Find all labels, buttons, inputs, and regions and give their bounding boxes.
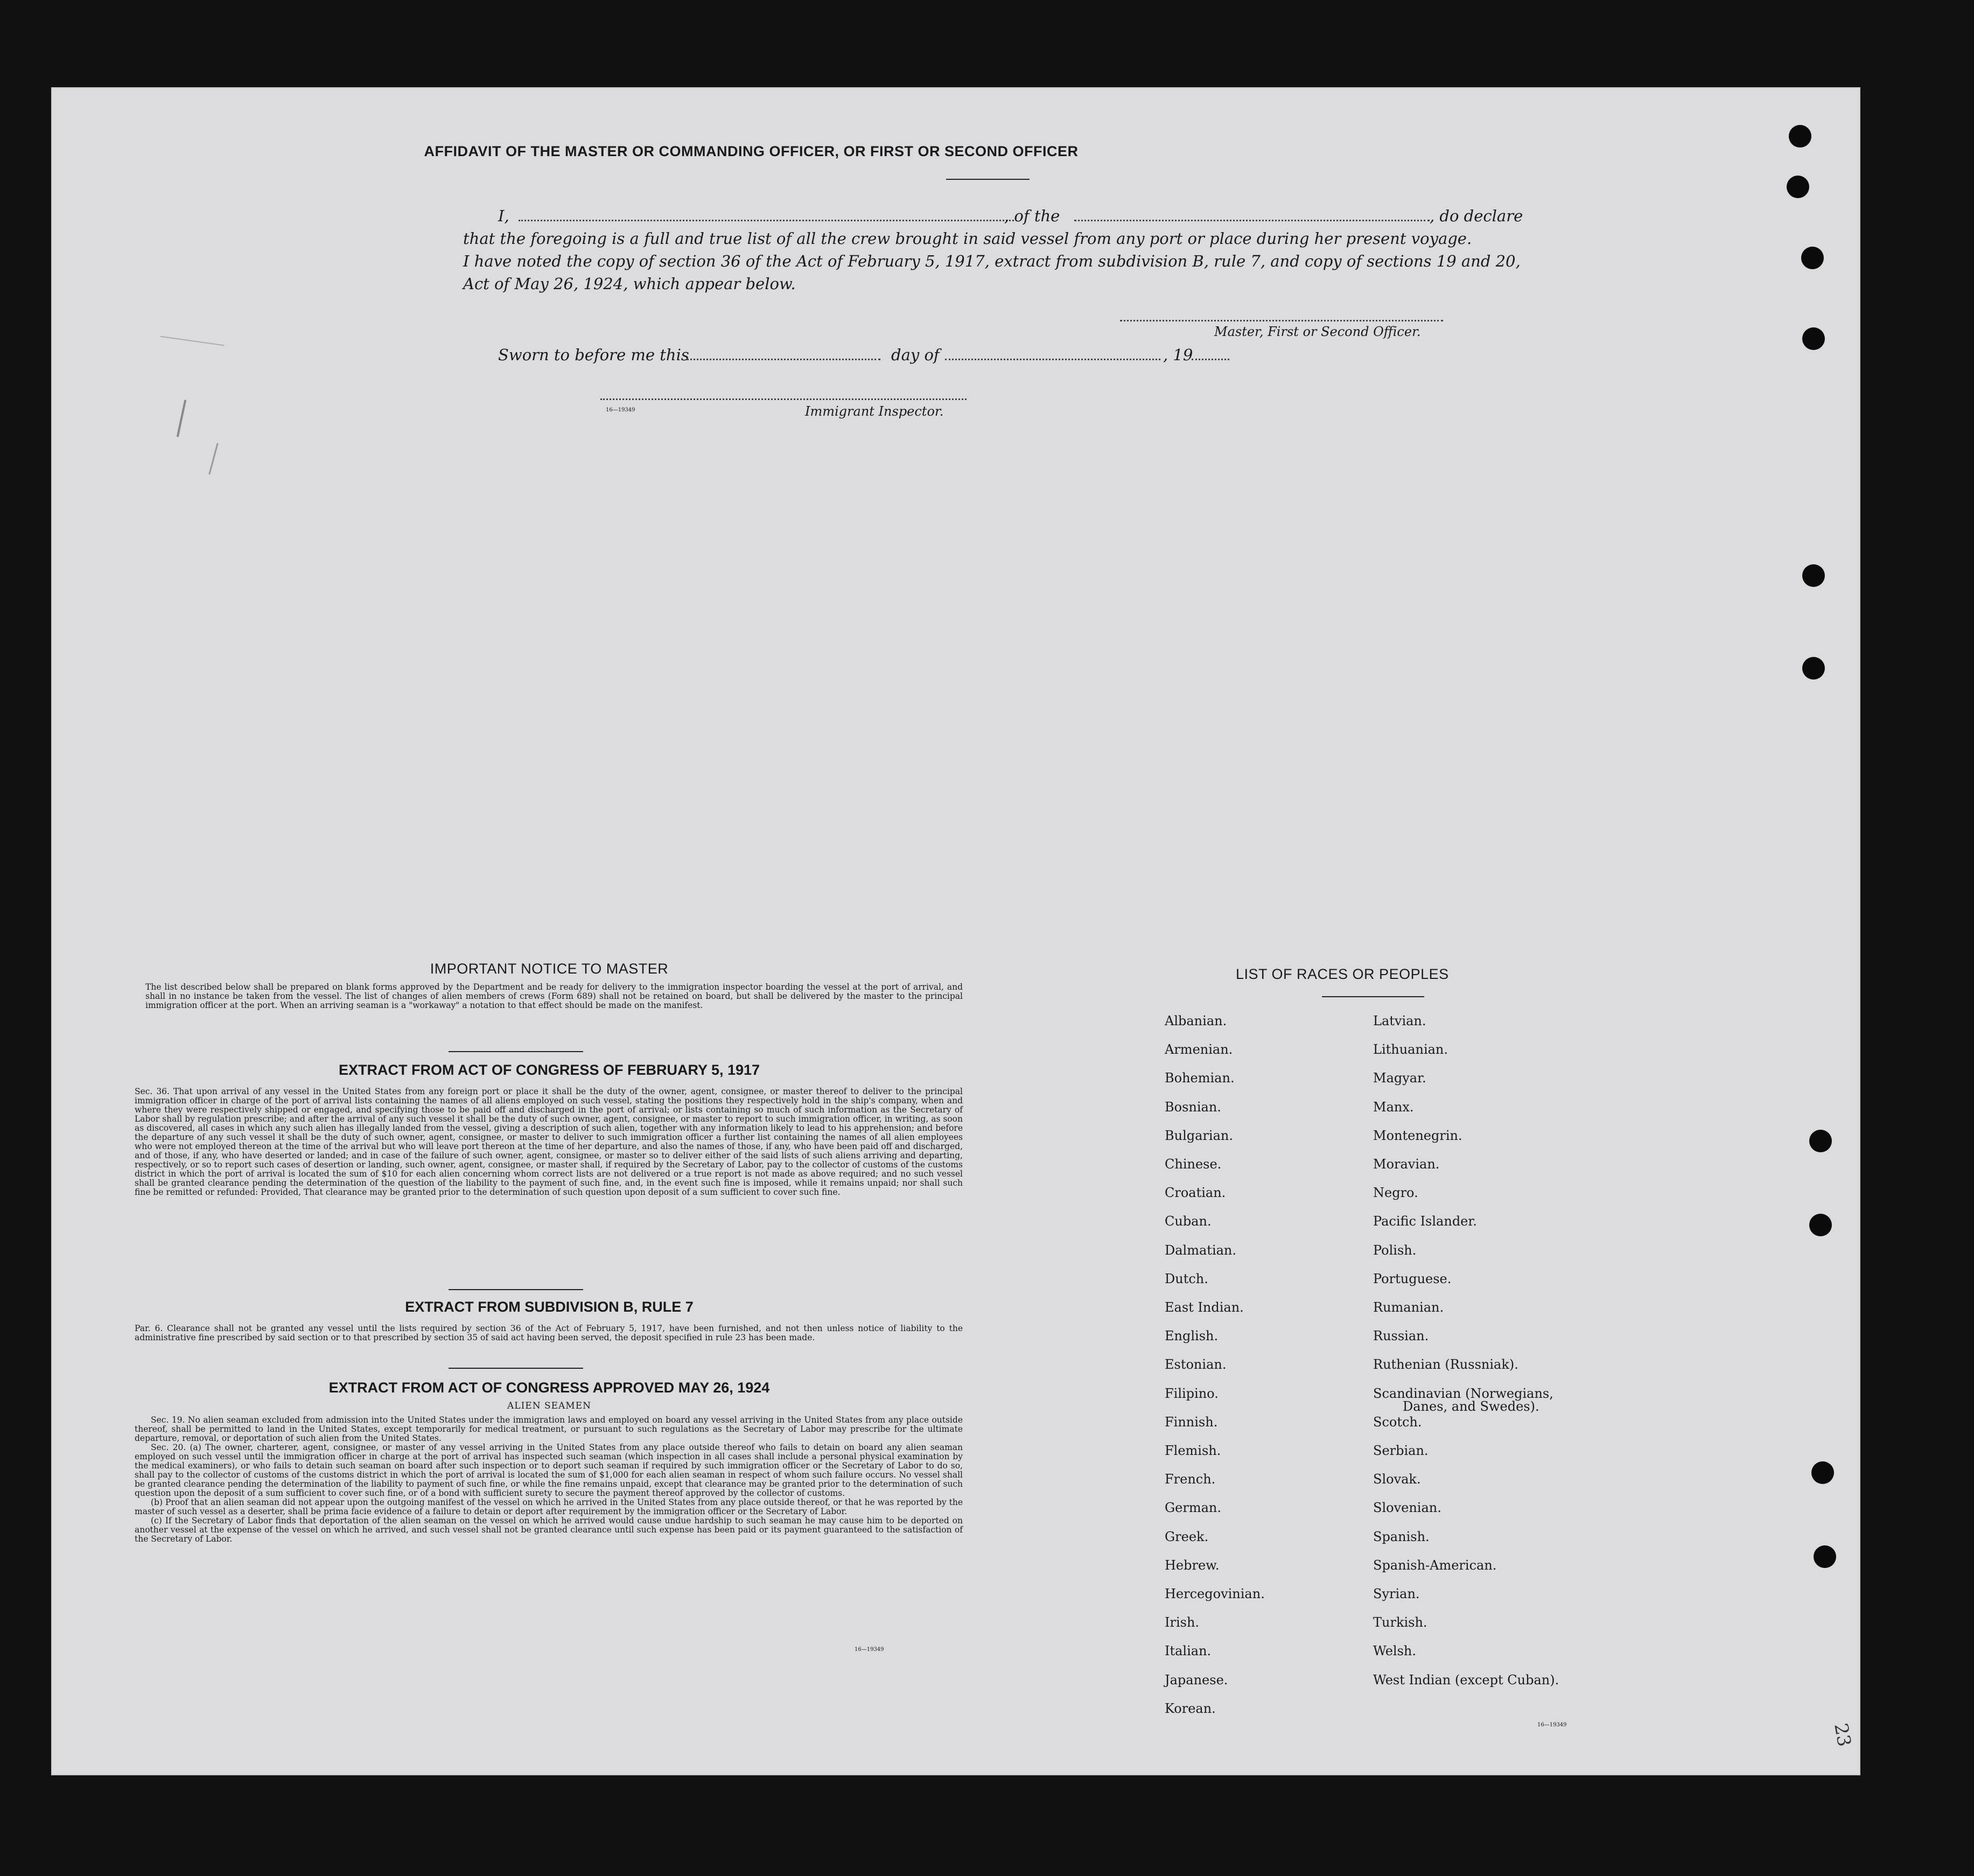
race-item: Greek.: [1165, 1529, 1209, 1544]
race-item: Latvian.: [1373, 1013, 1426, 1028]
stamp-mark: [158, 336, 224, 362]
sec-20b-text: (b) Proof that an alien seaman did not appear upon the outgoing manifest of the vessel on which he arrived in the United States from any place outside thereof, or that he was reported by the master of such vessel as a deserter, shall be prima facie evidence of a failure to detain or deport after requirement by the immigration officer or the Secretary of Labor.: [135, 1497, 963, 1516]
punch-hole: [1802, 657, 1825, 680]
punch-hole: [1789, 125, 1811, 148]
pencil-mark: [177, 400, 186, 437]
affidavit-line-2: that the foregoing is a full and true list of all the crew brought in said vessel from any port or place during her present voyage.: [463, 229, 1472, 248]
race-item: Bosnian.: [1165, 1099, 1221, 1115]
extract-1924-subtitle: ALIEN SEAMEN: [507, 1401, 591, 1411]
race-item: German.: [1165, 1500, 1221, 1516]
race-item: Dalmatian.: [1165, 1242, 1237, 1258]
extract-1917-section: [129, 1062, 969, 1197]
race-item: Ruthenian (Russniak).: [1373, 1357, 1518, 1373]
race-item: Spanish-American.: [1373, 1557, 1497, 1573]
race-item: Finnish.: [1165, 1414, 1218, 1430]
race-item: Flemish.: [1165, 1443, 1221, 1458]
race-item: Syrian.: [1373, 1586, 1420, 1601]
race-item: Slovenian.: [1373, 1500, 1441, 1516]
race-item: Korean.: [1165, 1700, 1216, 1716]
pencil-mark: [208, 443, 218, 475]
race-item: Russian.: [1373, 1328, 1429, 1344]
race-item: Serbian.: [1373, 1443, 1429, 1458]
race-item: Moravian.: [1373, 1157, 1440, 1172]
signature-label: Master, First or Second Officer.: [1214, 324, 1421, 339]
race-item: Scandinavian (Norwegians,: [1373, 1385, 1553, 1401]
form-sheet: [51, 87, 1860, 1775]
race-item: Italian.: [1165, 1643, 1212, 1659]
year-line[interactable]: [1192, 359, 1229, 360]
race-item: Negro.: [1373, 1185, 1418, 1201]
race-item: French.: [1165, 1472, 1216, 1487]
race-item: Slovak.: [1373, 1472, 1421, 1487]
punch-hole: [1809, 1214, 1832, 1236]
race-item: East Indian.: [1165, 1300, 1244, 1315]
notice-section: [129, 961, 969, 1010]
extract-rule7-rule: [449, 1368, 583, 1369]
race-item: Bohemian.: [1165, 1070, 1235, 1086]
race-item: Bulgarian.: [1165, 1128, 1233, 1143]
year-label: , 19: [1163, 346, 1193, 364]
name-line[interactable]: [519, 220, 1014, 221]
race-item: Pacific Islander.: [1373, 1214, 1477, 1229]
race-item: Chinese.: [1165, 1157, 1222, 1172]
race-item: Montenegrin.: [1373, 1128, 1462, 1143]
extract-1917-title: EXTRACT FROM ACT OF CONGRESS OF FEBRUARY 5, 1917: [338, 1062, 760, 1078]
race-item: Lithuanian.: [1373, 1042, 1448, 1058]
races-title: LIST OF RACES OR PEOPLES: [1236, 966, 1449, 982]
race-item: Manx.: [1373, 1099, 1414, 1115]
affidavit-title: AFFIDAVIT OF THE MASTER OR COMMANDING OFFICER, OR FIRST OR SECOND OFFICER: [424, 143, 1079, 159]
punch-hole: [1809, 1130, 1832, 1152]
extract-1924-title: EXTRACT FROM ACT OF CONGRESS APPROVED MAY 26, 1924: [328, 1380, 770, 1396]
signature-line[interactable]: [1120, 320, 1443, 321]
notice-rule: [449, 1051, 583, 1052]
sec-19-text: Sec. 19. No alien seaman excluded from admission into the United States under the immigration laws and employed on board any vessel arriving in the United States from any place outside thereof, shall be permitted to land in the United States, except temporarily for medical treatment, or pursuant to such regulations as the Secretary of Labor may prescribe for the ultimate departure, removal, or deportation of such alien from the United States.: [135, 1415, 963, 1443]
races-form-number: 16—19349: [1537, 1722, 1567, 1728]
punch-hole: [1814, 1545, 1836, 1568]
inspector-label: Immigrant Inspector.: [805, 404, 944, 419]
race-item: Rumanian.: [1373, 1300, 1444, 1315]
affidavit-form-number: 16—19349: [606, 407, 635, 413]
extract-rule7-text: Par. 6. Clearance shall not be granted any vessel until the lists required by section 36 of the Act of February 5, 1917, have been furnished, and not then unless notice of liability to the administrative fine prescribed by said section or to that prescribed by section 35 of said act having been served, the deposit specified in rule 23 has been made.: [135, 1324, 963, 1342]
race-item: Croatian.: [1165, 1185, 1226, 1201]
title-rule: [946, 179, 1030, 180]
punch-hole: [1802, 327, 1825, 350]
race-item: Welsh.: [1373, 1643, 1416, 1659]
extract-1924-section: [129, 1380, 969, 1544]
race-item: Magyar.: [1373, 1070, 1426, 1086]
extract-1917-rule: [449, 1289, 583, 1290]
affidavit-do-declare: , do declare: [1430, 207, 1523, 225]
affidavit-line-3: I have noted the copy of section 36 of the Act of February 5, 1917, extract from subdivision B, rule 7, and copy of sections 19 and 20,: [463, 252, 1521, 270]
extract-rule7-title: EXTRACT FROM SUBDIVISION B, RULE 7: [405, 1299, 694, 1315]
race-item: West Indian (except Cuban).: [1373, 1672, 1559, 1688]
punch-hole: [1801, 247, 1824, 269]
extract-rule7-section: [129, 1299, 969, 1342]
sworn-label: Sworn to before me this: [498, 346, 689, 364]
race-item: Irish.: [1165, 1615, 1200, 1630]
race-item: Dutch.: [1165, 1271, 1208, 1286]
race-item: Japanese.: [1165, 1672, 1228, 1688]
vessel-line[interactable]: [1074, 220, 1430, 221]
inspector-line[interactable]: [600, 398, 967, 400]
extract-form-number: 16—19349: [855, 1647, 884, 1653]
race-item: Scotch.: [1373, 1414, 1422, 1430]
affidavit-i: I,: [498, 207, 509, 225]
extract-1917-text: Sec. 36. That upon arrival of any vessel in the United States from any foreign port or place it shall be the duty of the owner, agent, consignee, or master thereof to deliver to the principal immigration officer in charge of the port of arrival lists containing the names of all aliens employed on such vessel, stating the positions they respectively hold in the ship's company, when and where they were respectively shipped or engaged, and specifying those to be paid off and discharged in the port of arrival; or lists containing so much of such information as the Secretary of Labor shall by regulation prescribe; and after the arrival of any such vessel it shall be the duty of such owner, agent, consignee, or master to report to such immigration officer, in writing, as soon as discovered, all cases in which any such alien has illegally landed from the vessel, giving a description of such alien, together with any information likely to lead to his apprehension; and before the departure of any such vessel it shall be the duty of such owner, agent, consignee, or master to deliver to such immigration officer a further list containing the names of all alien employees who were not employed thereon at the time of the arrival but who will leave port thereon at the time of her departure, and also the names of those, if any, who have been paid off and discharged, and of those, if any, who have deserted or landed; and in case of the failure of such owner, agent, consignee, or master so to deliver either of the said lists of such aliens arriving and departing, respectively, or so to report such cases of desertion or landing, such owner, agent, consignee, or master shall, if required by the Secretary of Labor, pay to the collector of customs of the customs district in which the port of arrival is located the sum of $10 for each alien concerning whom correct lists are not delivered or a true report is not made as above required; and no such vessel shall be granted clearance pending the determination of the question of the liability to the payment of such fine, and, in the event such fine is imposed, while it remains unpaid; nor shall such fine be remitted or refunded: Provided, That clearance may be granted prior to the determination of such question upon deposit of a sum sufficient to cover such fine.: [135, 1087, 963, 1197]
punch-hole: [1802, 564, 1825, 587]
race-item: Hebrew.: [1165, 1557, 1220, 1573]
races-rule: [1322, 996, 1424, 997]
race-item: Armenian.: [1165, 1042, 1233, 1058]
race-item: English.: [1165, 1328, 1219, 1344]
day-of-label: day of: [891, 346, 940, 364]
race-item: Turkish.: [1373, 1615, 1427, 1630]
race-item: Filipino.: [1165, 1385, 1219, 1401]
race-item: Albanian.: [1165, 1013, 1227, 1028]
notice-title: IMPORTANT NOTICE TO MASTER: [430, 961, 669, 977]
punch-hole: [1787, 176, 1809, 198]
month-line[interactable]: [945, 359, 1160, 360]
race-item: Cuban.: [1165, 1214, 1212, 1229]
page-number-note: 23: [1830, 1721, 1856, 1748]
race-item: Spanish.: [1373, 1529, 1430, 1544]
race-item: Portuguese.: [1373, 1271, 1452, 1286]
affidavit-of-the: , of the: [1004, 207, 1060, 225]
sec-20a-text: Sec. 20. (a) The owner, charterer, agent, consignee, or master of any vessel arriving in the United States from any place outside thereof who fails to detain on board any alien seaman employed on such vessel until the immigration officer in charge at the port of arrival has inspected such seaman (which inspection in all cases shall include a personal physical examination by the medical examiners), or who fails to detain such seaman on board after such inspection or to deport such seaman if required by such immigration officer or the Secretary of Labor to do so, shall pay to the collector of customs of the customs district in which the port of arrival is located the sum of $1,000 for each alien seaman in respect of whom such failure occurs. No vessel shall be granted clearance pending the determination of the liability to payment of such fine, or while the fine remains unpaid, except that clearance may be granted prior to the determination of such question upon the deposit of a sum sufficient to cover such fine, or of a bond with sufficient surety to secure the payment thereof approved by the collector of customs.: [135, 1443, 963, 1498]
notice-text: The list described below shall be prepared on blank forms approved by the Department and be ready for delivery to the immigration inspector boarding the vessel at the port of arrival, and shall in no instance be taken from the vessel. The list of changes of alien members of crews (Form 689) shall not be retained on board, but shall be delivered by the master to the principal immigration officer at the port. When an arriving seaman is a "workaway" a notation to that effect should be made on the manifest.: [145, 982, 963, 1010]
race-item: Hercegovinian.: [1165, 1586, 1265, 1601]
sworn-date-line[interactable]: [687, 359, 880, 360]
race-item: Danes, and Swedes).: [1403, 1398, 1539, 1414]
punch-hole: [1811, 1461, 1834, 1484]
race-item: Polish.: [1373, 1242, 1417, 1258]
affidavit-line-4: Act of May 26, 1924, which appear below.: [463, 275, 796, 293]
race-item: Estonian.: [1165, 1357, 1227, 1373]
sec-20c-text: (c) If the Secretary of Labor finds that deportation of the alien seaman on the vessel on which he arrived would cause undue hardship to such seaman he may cause him to be deported on another vessel at the expense of the vessel on which he arrived, and such vessel shall not be granted clearance until such expense has been paid or its payment guaranteed to the satisfaction of the Secretary of Labor.: [135, 1516, 963, 1544]
